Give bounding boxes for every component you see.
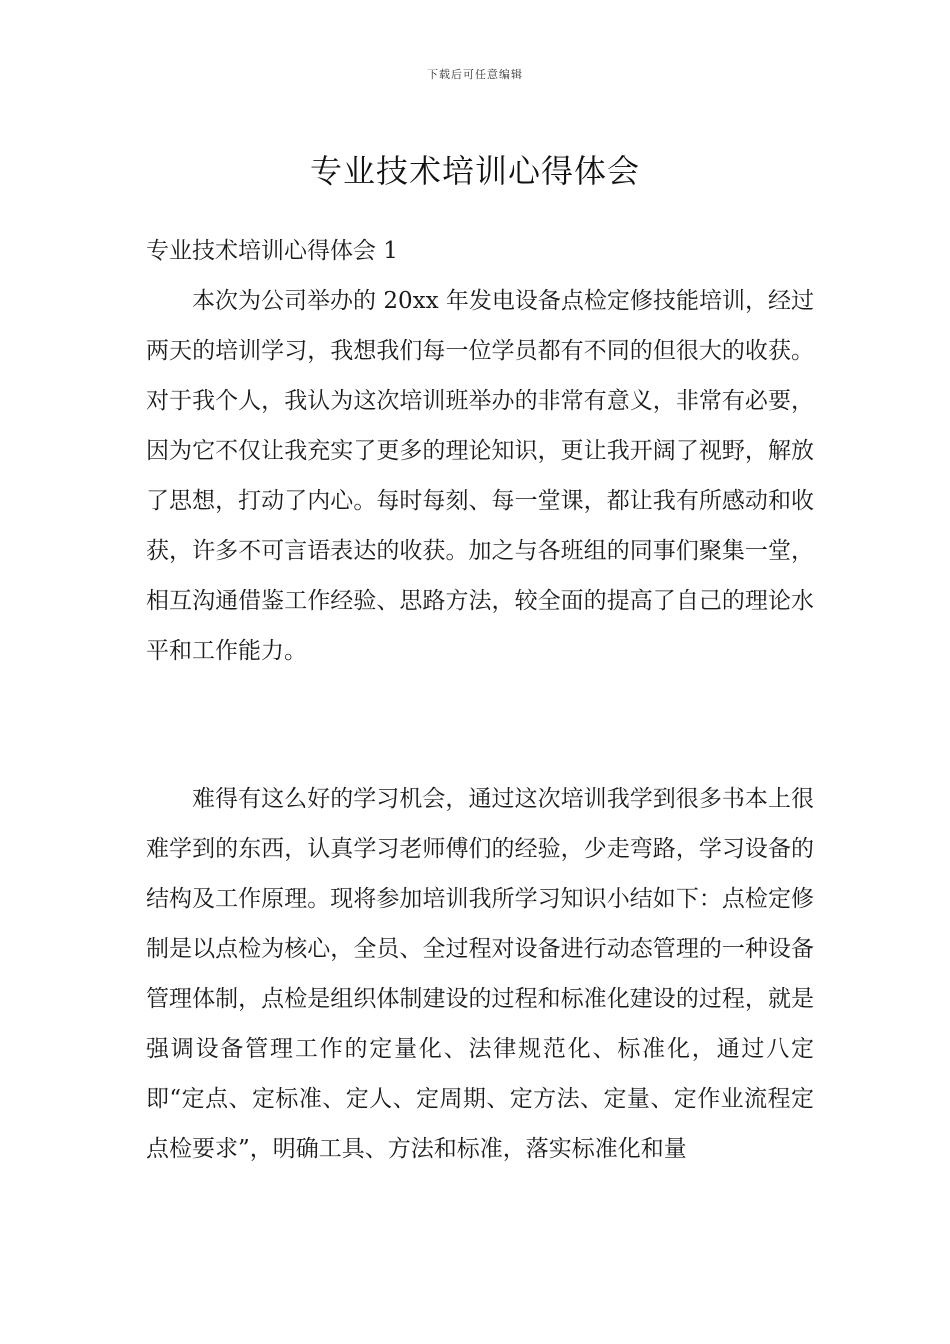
paragraph-text: 难得有这么好的学习机会，通过这次培训我学到很多书本上很难学到的东西，认真学习老师傅们的经验，少走弯路，学习设备的结构及工作原理。现将参加培训我所学习知识小结如下：点检定修制是以点检为核心，全员、全过程对设备进行动态管理的一种设备管理体制，点检是组织体制建设的过程和标准化建设的过程，就是强调设备管理工作的定量化、法律规范化、标准化，通过八定即“定点、定标准、定人、定周期、定方法、定量、定作业流程定点检要求”，明确工具、方法和标准，落实标准化和量	[146, 786, 814, 1162]
paragraph-2	[146, 774, 814, 1174]
section-heading: 专业技术培训心得体会 1	[146, 238, 398, 264]
paragraph-1	[146, 276, 814, 676]
header-note: 下载后可任意编辑	[427, 68, 523, 81]
paragraph-text: 本次为公司举办的 20xx 年发电设备点检定修技能培训，经过两天的培训学习，我想我们每一位学员都有不同的但很大的收获。对于我个人，我认为这次培训班举办的非常有意义，非常有必要，因为它不仅让我充实了更多的理论知识，更让我开阔了视野，解放了思想，打动了内心。每时每刻、每一堂课，都让我有所感动和收获，许多不可言语表达的收获。加之与各班组的同事们聚集一堂，相互沟通借鉴工作经验、思路方法，较全面的提高了自己的理论水平和工作能力。	[146, 288, 814, 664]
document-title: 专业技术培训心得体会	[309, 152, 640, 191]
